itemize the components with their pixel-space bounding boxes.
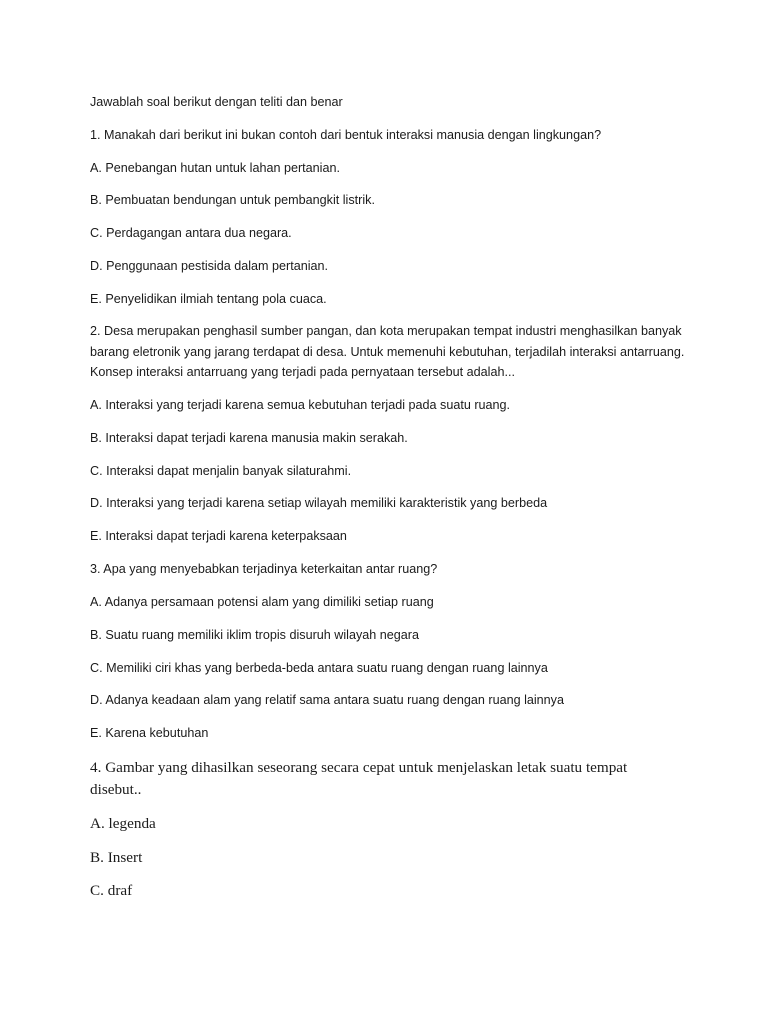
question-2-option-e: E. Interaksi dapat terjadi karena keterpaksaan [90,529,347,543]
question-2-option-b: B. Interaksi dapat terjadi karena manusia makin serakah. [90,431,408,445]
question-4-option-a: A. legenda [90,815,156,832]
question-1-option-e: E. Penyelidikan ilmiah tentang pola cuaca. [90,292,327,306]
question-1-option-c: C. Perdagangan antara dua negara. [90,226,292,240]
instruction-text: Jawablah soal berikut dengan teliti dan benar [90,95,343,109]
question-1-text: 1. Manakah dari berikut ini bukan contoh dari bentuk interaksi manusia dengan lingkungan? [90,128,602,142]
question-4-option-b: B. Insert [90,849,143,866]
question-3-option-c: C. Memiliki ciri khas yang berbeda-beda antara suatu ruang dengan ruang lainnya [90,661,548,675]
question-3-option-e: E. Karena kebutuhan [90,726,209,740]
question-1-option-b: B. Pembuatan bendungan untuk pembangkit listrik. [90,193,375,207]
question-3-option-b: B. Suatu ruang memiliki iklim tropis disuruh wilayah negara [90,628,419,642]
question-2-option-d: D. Interaksi yang terjadi karena setiap wilayah memiliki karakteristik yang berbeda [90,496,548,510]
question-4-option-c: C. draf [90,882,133,899]
question-2-text: 2. Desa merupakan penghasil sumber pangan, dan kota merupakan tempat industri menghasilkan banyak barang eletronik yang jarang terdapat di desa. Untuk memenuhi kebutuhan, terjadilah interaksi antarruang. Konsep interaksi antarruang yang terjadi pada pernyataan tersebut adalah... [90,324,685,379]
question-2-option-c: C. Interaksi dapat menjalin banyak silaturahmi. [90,464,352,478]
question-1-option-d: D. Penggunaan pestisida dalam pertanian. [90,259,329,273]
question-3-option-d: D. Adanya keadaan alam yang relatif sama antara suatu ruang dengan ruang lainnya [90,693,564,707]
question-1-option-a: A. Penebangan hutan untuk lahan pertanian. [90,161,340,175]
question-4-text: 4. Gambar yang dihasilkan seseorang secara cepat untuk menjelaskan letak suatu tempat disebut.. [90,759,628,798]
question-3-option-a: A. Adanya persamaan potensi alam yang dimiliki setiap ruang [90,595,434,609]
question-3-text: 3. Apa yang menyebabkan terjadinya keterkaitan antar ruang? [90,562,438,576]
question-2-option-a: A. Interaksi yang terjadi karena semua kebutuhan terjadi pada suatu ruang. [90,398,511,412]
